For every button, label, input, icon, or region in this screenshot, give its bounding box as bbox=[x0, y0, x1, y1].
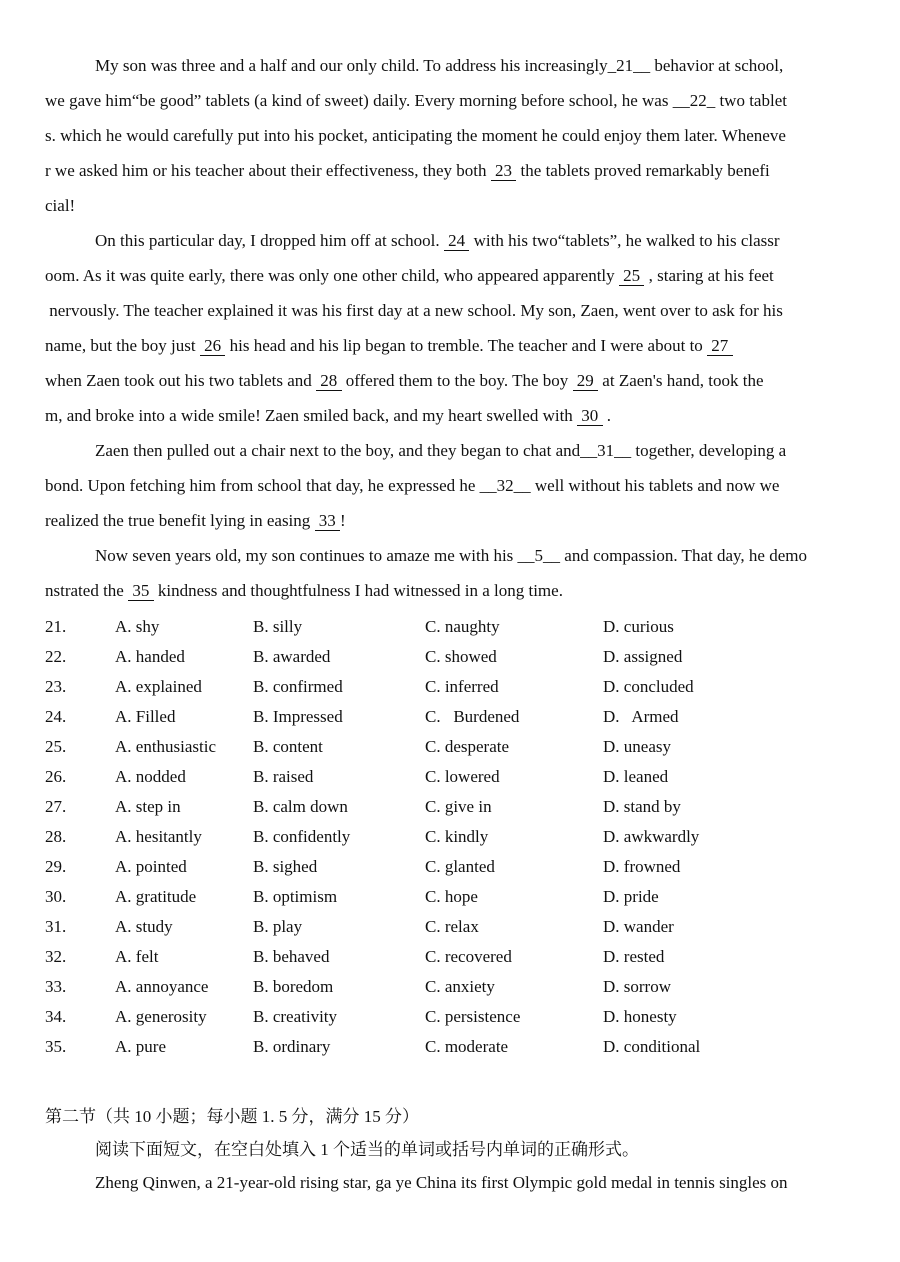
cloze-blank: 30 bbox=[577, 406, 603, 425]
option-a: A. handed bbox=[115, 647, 185, 666]
option-d: D. frowned bbox=[603, 857, 681, 876]
cloze-blank: 29 bbox=[572, 371, 599, 390]
option-d: D. leaned bbox=[603, 767, 669, 786]
option-a: A. pure bbox=[115, 1037, 166, 1056]
option-c: C. relax bbox=[425, 917, 479, 936]
question-number: 26. bbox=[45, 767, 67, 786]
passage-line: cial! bbox=[45, 196, 76, 215]
question-row bbox=[45, 612, 880, 642]
option-d: D. pride bbox=[603, 887, 659, 906]
option-d: D. sorrow bbox=[603, 977, 671, 996]
option-b: B. creativity bbox=[253, 1007, 338, 1026]
section-two-heading: 第二节（共 10 小题；每小题 1. 5 分，满分 15 分） bbox=[45, 1107, 419, 1126]
question-row bbox=[45, 702, 880, 732]
option-d: D. conditional bbox=[603, 1037, 701, 1056]
section-two bbox=[45, 1100, 880, 1199]
option-b: B. behaved bbox=[253, 947, 330, 966]
option-b: B. sighed bbox=[253, 857, 318, 876]
option-c: C. moderate bbox=[425, 1037, 509, 1056]
option-a: A. generosity bbox=[115, 1007, 207, 1026]
option-d: D. rested bbox=[603, 947, 665, 966]
option-c: C. desperate bbox=[425, 737, 510, 756]
cloze-passage bbox=[45, 48, 880, 608]
option-a: A. Filled bbox=[115, 707, 176, 726]
option-d: D. concluded bbox=[603, 677, 694, 696]
question-number: 28. bbox=[45, 827, 67, 846]
option-d: D. curious bbox=[603, 617, 674, 636]
option-c: C. persistence bbox=[425, 1007, 521, 1026]
option-b: B. awarded bbox=[253, 647, 331, 666]
passage-line: m, and broke into a wide smile! Zaen smiled back, and my heart swelled with 30 . bbox=[45, 406, 612, 425]
question-row bbox=[45, 912, 880, 942]
passage-line: oom. As it was quite early, there was only one other child, who appeared apparently 25 , staring at his feet bbox=[45, 266, 774, 285]
question-number: 29. bbox=[45, 857, 67, 876]
question-row bbox=[45, 972, 880, 1002]
cloze-blank: 33 bbox=[314, 511, 341, 530]
option-d: D. honesty bbox=[603, 1007, 677, 1026]
option-c: C. showed bbox=[425, 647, 497, 666]
passage-line: Zaen then pulled out a chair next to the boy, and they began to chat and__31__ together, developing a bbox=[95, 441, 787, 460]
option-d: D. assigned bbox=[603, 647, 683, 666]
passage-line: My son was three and a half and our only child. To address his increasingly_21__ behavior at school, bbox=[95, 56, 784, 75]
question-row bbox=[45, 732, 880, 762]
option-b: B. ordinary bbox=[253, 1037, 331, 1056]
option-a: A. step in bbox=[115, 797, 181, 816]
question-number: 34. bbox=[45, 1007, 67, 1026]
option-c: C. kindly bbox=[425, 827, 489, 846]
option-a: A. shy bbox=[115, 617, 160, 636]
question-row bbox=[45, 822, 880, 852]
option-d: D. Armed bbox=[603, 707, 679, 726]
question-number: 25. bbox=[45, 737, 67, 756]
option-b: B. optimism bbox=[253, 887, 338, 906]
question-number: 33. bbox=[45, 977, 67, 996]
question-number: 32. bbox=[45, 947, 67, 966]
cloze-blank: 28 bbox=[316, 371, 342, 390]
option-c: C. recovered bbox=[425, 947, 512, 966]
passage-line: realized the true benefit lying in easing 33 ! bbox=[45, 511, 346, 530]
passage-line: name, but the boy just 26 his head and his lip began to tremble. The teacher and I were about to 27 bbox=[45, 336, 733, 355]
cloze-blank: 25 bbox=[618, 266, 645, 285]
option-c: C. Burdened bbox=[425, 707, 520, 726]
option-b: B. confirmed bbox=[253, 677, 343, 696]
option-a: A. felt bbox=[115, 947, 159, 966]
option-b: B. silly bbox=[253, 617, 303, 636]
cloze-blank: 23 bbox=[490, 161, 517, 180]
option-a: A. nodded bbox=[115, 767, 186, 786]
option-d: D. uneasy bbox=[603, 737, 671, 756]
question-number: 22. bbox=[45, 647, 67, 666]
option-c: C. hope bbox=[425, 887, 478, 906]
passage-line: when Zaen took out his two tablets and 28 offered them to the boy. The boy 29 at Zaen's hand, took the bbox=[45, 371, 764, 390]
question-number: 30. bbox=[45, 887, 67, 906]
option-b: B. raised bbox=[253, 767, 314, 786]
option-a: A. gratitude bbox=[115, 887, 197, 906]
option-d: D. stand by bbox=[603, 797, 681, 816]
option-b: B. content bbox=[253, 737, 323, 756]
question-row bbox=[45, 1032, 880, 1062]
option-c: C. lowered bbox=[425, 767, 500, 786]
option-a: A. enthusiastic bbox=[115, 737, 217, 756]
option-a: A. study bbox=[115, 917, 173, 936]
option-c: C. give in bbox=[425, 797, 492, 816]
passage-line: we gave him“be good” tablets (a kind of sweet) daily. Every morning before school, he was __22_ two tablet bbox=[45, 91, 787, 110]
question-row bbox=[45, 762, 880, 792]
question-number: 31. bbox=[45, 917, 67, 936]
passage-line: On this particular day, I dropped him off at school. 24 with his two“tablets”, he walked to his classr bbox=[95, 231, 780, 250]
option-a: A. annoyance bbox=[115, 977, 209, 996]
option-d: D. wander bbox=[603, 917, 674, 936]
passage-line: nstrated the 35 kindness and thoughtfulness I had witnessed in a long time. bbox=[45, 581, 563, 600]
section-two-instruction: 阅读下面短文，在空白处填入 1 个适当的单词或括号内单词的正确形式。 bbox=[95, 1140, 639, 1159]
option-d: D. awkwardly bbox=[603, 827, 700, 846]
question-number: 27. bbox=[45, 797, 67, 816]
passage-line: r we asked him or his teacher about their effectiveness, they both 23 the tablets proved remarkably benefi bbox=[45, 161, 770, 180]
cloze-blank: 35 bbox=[128, 581, 154, 600]
cloze-blank: 27 bbox=[707, 336, 733, 355]
options-table bbox=[45, 612, 880, 1062]
passage-line: Now seven years old, my son continues to amaze me with his __5__ and compassion. That day, he demo bbox=[95, 546, 807, 565]
question-row bbox=[45, 672, 880, 702]
option-a: A. pointed bbox=[115, 857, 187, 876]
passage-line: bond. Upon fetching him from school that day, he expressed he __32__ well without his tablets and now we bbox=[45, 476, 780, 495]
option-c: C. glanted bbox=[425, 857, 495, 876]
question-row bbox=[45, 882, 880, 912]
section-two-passage-start: Zheng Qinwen, a 21-year-old rising star, ga ye China its first Olympic gold medal in tennis singles on bbox=[95, 1173, 788, 1192]
question-row bbox=[45, 942, 880, 972]
option-c: C. anxiety bbox=[425, 977, 495, 996]
question-number: 24. bbox=[45, 707, 67, 726]
question-number: 35. bbox=[45, 1037, 67, 1056]
question-row bbox=[45, 642, 880, 672]
option-c: C. inferred bbox=[425, 677, 499, 696]
option-a: A. hesitantly bbox=[115, 827, 202, 846]
question-row bbox=[45, 1002, 880, 1032]
passage-line: s. which he would carefully put into his pocket, anticipating the moment he could enjoy them later. Wheneve bbox=[45, 126, 786, 145]
cloze-blank: 24 bbox=[443, 231, 470, 250]
question-number: 23. bbox=[45, 677, 67, 696]
option-c: C. naughty bbox=[425, 617, 500, 636]
option-b: B. boredom bbox=[253, 977, 334, 996]
question-row bbox=[45, 792, 880, 822]
option-a: A. explained bbox=[115, 677, 202, 696]
question-number: 21. bbox=[45, 617, 67, 636]
option-b: B. calm down bbox=[253, 797, 348, 816]
passage-line: nervously. The teacher explained it was his first day at a new school. My son, Zaen, went over to ask for his bbox=[45, 301, 783, 320]
option-b: B. play bbox=[253, 917, 303, 936]
cloze-blank: 26 bbox=[199, 336, 226, 355]
option-b: B. Impressed bbox=[253, 707, 343, 726]
question-row bbox=[45, 852, 880, 882]
option-b: B. confidently bbox=[253, 827, 351, 846]
